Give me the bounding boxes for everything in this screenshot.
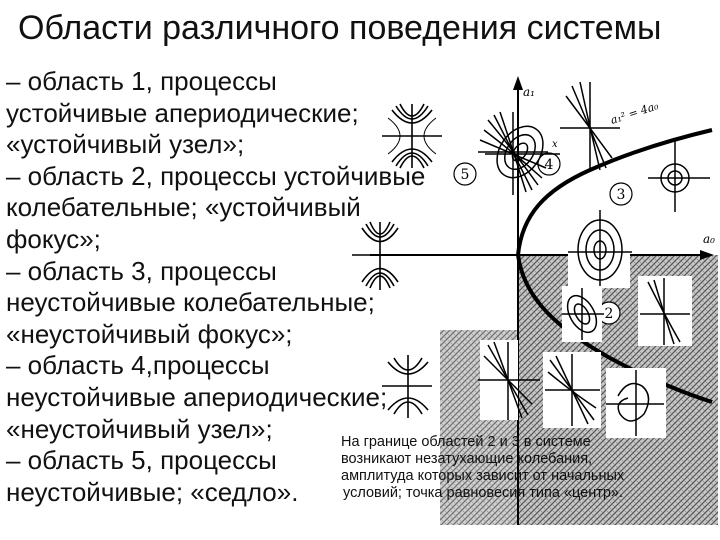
axis-y-arrow (513, 76, 523, 90)
note-line: возникают незатухающие колебания, (341, 451, 593, 467)
node-portrait-bottom (543, 352, 601, 428)
text-line: – область 5, процессы (6, 445, 277, 476)
node-portrait-top-right (560, 82, 620, 170)
axis-x-label: a₀ (703, 232, 715, 246)
note-line: амплитуда которых зависит от начальных (341, 468, 625, 484)
text-line: колебательные; «устойчивый (6, 192, 361, 223)
text-line: «неустойчивый узел»; (6, 413, 273, 444)
region-label-3 (610, 183, 632, 205)
focus-portrait-right (648, 140, 710, 212)
boundary-note (341, 434, 716, 502)
text-line: неустойчивые апериодические; (6, 381, 388, 412)
text-line: устойчивые апериодические; (6, 97, 359, 128)
axis-y-label: a₁ (523, 85, 535, 99)
focus-portrait-bottom-right (606, 368, 666, 438)
text-line: – область 3, процессы (6, 255, 277, 286)
text-line: фокус»; (6, 223, 101, 254)
note-line: условий; точка равновесия типа «центр». (343, 485, 624, 501)
text-line: неустойчивые колебательные; (6, 287, 375, 318)
centre-portrait-middle (568, 208, 632, 290)
focus-portrait-lower (562, 286, 604, 342)
svg-text:5: 5 (460, 167, 470, 183)
text-line: неустойчивые; «седло». (6, 476, 299, 507)
svg-text:3: 3 (616, 187, 626, 203)
text-line: – область 1, процессы (6, 66, 277, 96)
text-line: «устойчивый узел»; (6, 129, 245, 160)
phase-axis-label: x (552, 139, 558, 150)
text-line: – область 2, процессы устойчивые (6, 160, 426, 191)
slide-title: Области различного поведения системы (18, 9, 662, 47)
text-line: «неустойчивый фокус»; (6, 318, 293, 349)
svg-text:4: 4 (544, 157, 554, 173)
note-line: На границе областей 2 и 3 в системе (341, 434, 591, 450)
curve-label: a₁² = 4a₀ (608, 99, 661, 127)
node-portrait-lower-right (638, 276, 692, 346)
svg-text:2: 2 (604, 306, 614, 322)
region-label-5 (454, 163, 476, 185)
region-label-4 (538, 153, 560, 175)
text-line: – область 4,процессы (6, 350, 270, 381)
